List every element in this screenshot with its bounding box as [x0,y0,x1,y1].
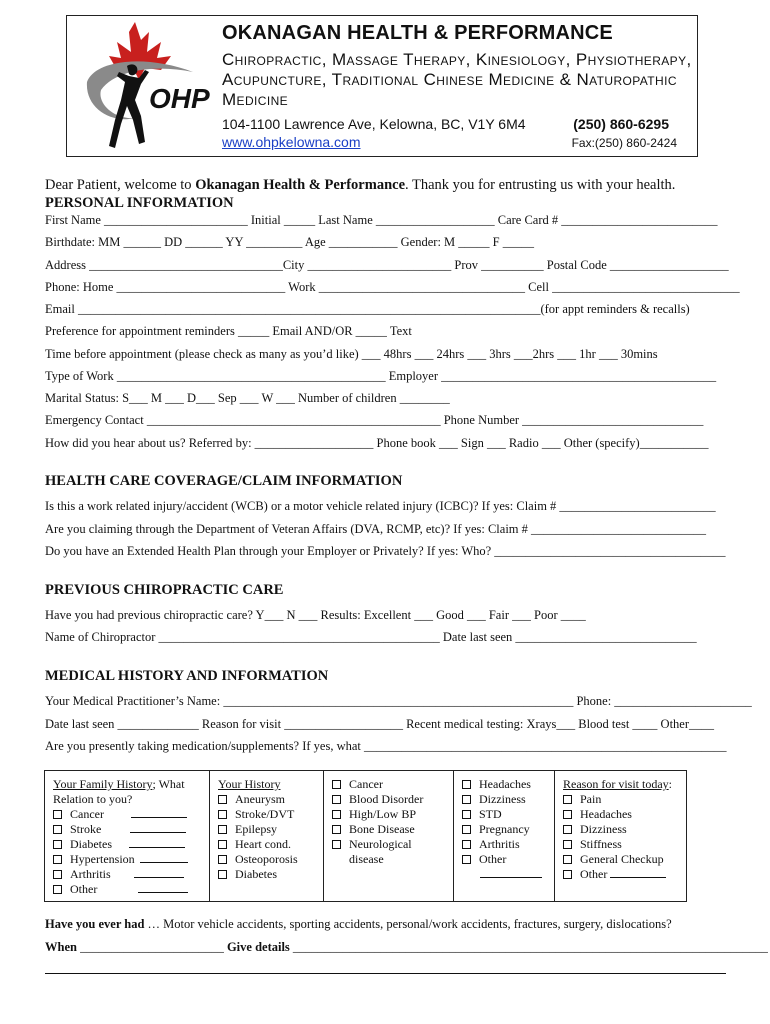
your-history-heading: Your History [218,777,281,791]
checkbox-icon[interactable] [218,825,227,834]
checkbox-icon[interactable] [462,855,471,864]
family-item-arthritis[interactable]: Arthritis [53,867,209,882]
field-chiropractor-line[interactable]: Name of Chiropractor _____________________________________________ Date last seen _____________________________ [45,630,697,644]
reason-item-general-checkup[interactable]: General Checkup [563,852,686,867]
checkbox-icon[interactable] [332,795,341,804]
checkbox-icon[interactable] [53,825,62,834]
history-item-epilepsy[interactable]: Epilepsy [218,822,323,837]
checkbox-icon[interactable] [332,810,341,819]
section-medical-history: MEDICAL HISTORY AND INFORMATION [45,668,329,684]
clinic-phone: (250) 860-6295 [573,116,669,132]
section-coverage: HEALTH CARE COVERAGE/CLAIM INFORMATION [45,473,403,489]
field-phone-line[interactable]: Phone: Home ___________________________ Work _________________________________ Cell ______________________________ [45,280,740,294]
field-previous-care-line[interactable]: Have you had previous chiropractic care? Y___ N ___ Results: Excellent ___ Good ___ Fair ___ Poor ____ [45,608,586,622]
ever-had-question: Have you ever had … Motor vehicle accidents, sporting accidents, personal/work accidents, fractures, surgery, dislocations? [45,917,672,931]
family-item-other[interactable]: Other [53,882,209,897]
condition-item-std[interactable]: STD [462,807,554,822]
conditions-column-a [324,771,454,901]
condition-item-headaches[interactable]: Headaches [462,777,554,792]
checkbox-icon[interactable] [218,795,227,804]
field-address-line[interactable]: Address _______________________________City _______________________ Prov __________ Postal Code ___________________ [45,258,729,272]
checkbox-icon[interactable] [563,810,572,819]
history-item-osteoporosis[interactable]: Osteoporosis [218,852,323,867]
condition-item-dizziness[interactable]: Dizziness [462,792,554,807]
checkbox-icon[interactable] [332,780,341,789]
reason-heading: Reason for visit today: [563,777,672,791]
condition-item-bp[interactable]: High/Low BP [332,807,453,822]
family-item-diabetes[interactable]: Diabetes [53,837,209,852]
history-item-heart[interactable]: Heart cond. [218,837,323,852]
field-birthdate-line[interactable]: Birthdate: MM ______ DD ______ YY _________ Age ___________ Gender: M _____ F _____ [45,235,534,249]
field-marital-line[interactable]: Marital Status: S___ M ___ D___ Sep ___ W ___ Number of children ________ [45,391,450,405]
condition-item-blood-disorder[interactable]: Blood Disorder [332,792,453,807]
section-previous-chiro: PREVIOUS CHIROPRACTIC CARE [45,582,284,598]
field-practitioner-line[interactable]: Your Medical Practitioner’s Name: ________________________________________________________ Phone: ______________________ [45,694,752,708]
checkbox-icon[interactable] [462,840,471,849]
condition-item-neurological[interactable]: Neurological [332,837,453,852]
field-work-line[interactable]: Type of Work ___________________________________________ Employer ____________________________________________ [45,369,717,383]
services-list: Chiropractic, Massage Therapy, Kinesiology, Physiotherapy, Acupuncture, Traditional Chinese Medicine & Naturopathic Medicine [222,50,692,109]
checkbox-icon[interactable] [218,870,227,879]
checkbox-icon[interactable] [332,825,341,834]
family-item-hypertension[interactable]: Hypertension [53,852,209,867]
clinic-header [66,15,698,157]
clinic-name: OKANAGAN HEALTH & PERFORMANCE [222,22,613,44]
checkbox-icon[interactable] [462,780,471,789]
details-continuation-line[interactable] [45,973,726,974]
checkbox-icon[interactable] [462,810,471,819]
family-item-stroke[interactable]: Stroke [53,822,209,837]
field-time-before-line[interactable]: Time before appointment (please check as many as you’d like) ___ 48hrs ___ 24hrs ___ 3hrs ___2hrs ___ 1hr ___ 30mins [45,347,658,361]
checkbox-icon[interactable] [53,885,62,894]
reason-item-dizziness[interactable]: Dizziness [563,822,686,837]
field-first-name-line[interactable]: First Name _______________________ Initial _____ Last Name ___________________ Care Card # _________________________ [45,213,718,227]
checkbox-icon[interactable] [563,870,572,879]
condition-item-neurological-cont: disease [349,852,384,866]
family-item-cancer[interactable]: Cancer [53,807,209,822]
field-last-seen-line[interactable]: Date last seen _____________ Reason for visit ___________________ Recent medical testing: Xrays___ Blood test ____ Other____ [45,717,715,731]
field-medication-line[interactable]: Are you presently taking medication/supplements? If yes, what __________________________________________________________ [45,739,727,753]
ohp-logo [75,20,217,154]
checkbox-icon[interactable] [53,870,62,879]
field-emergency-contact-line[interactable]: Emergency Contact _______________________________________________ Phone Number _____________________________ [45,413,704,427]
section-personal-information: PERSONAL INFORMATION [45,195,234,211]
family-history-heading: Your Family History; What Relation to you? [53,777,185,806]
history-checkbox-table [44,770,687,902]
checkbox-icon[interactable] [563,795,572,804]
condition-item-bone-disease[interactable]: Bone Disease [332,822,453,837]
checkbox-icon[interactable] [218,855,227,864]
reason-item-other[interactable]: Other [563,867,686,882]
checkbox-icon[interactable] [53,840,62,849]
checkbox-icon[interactable] [563,825,572,834]
field-when-details-line[interactable]: When _______________________ Give details ____________________________________________________________________________ [45,940,768,954]
field-reminder-preference-line[interactable]: Preference for appointment reminders _____ Email AND/OR _____ Text [45,324,412,338]
checkbox-icon[interactable] [53,810,62,819]
field-extended-health-line[interactable]: Do you have an Extended Health Plan through your Employer or Privately? If yes: Who? _____________________________________ [45,544,726,558]
checkbox-icon[interactable] [563,840,572,849]
condition-item-cancer[interactable]: Cancer [332,777,453,792]
clinic-fax: Fax:(250) 860-2424 [571,136,677,150]
checkbox-icon[interactable] [218,810,227,819]
welcome-message: Dear Patient, welcome to Okanagan Health & Performance. Thank you for entrusting us with your health. [45,177,676,193]
your-history-column [210,771,324,901]
condition-other-blank[interactable] [462,867,554,882]
checkbox-icon[interactable] [53,855,62,864]
logo-text: OHP [149,83,210,114]
condition-item-arthritis[interactable]: Arthritis [462,837,554,852]
reason-item-pain[interactable]: Pain [563,792,686,807]
checkbox-icon[interactable] [563,855,572,864]
field-wcb-icbc-line[interactable]: Is this a work related injury/accident (WCB) or a motor vehicle related injury (ICBC)? If yes: Claim # _________________________ [45,499,716,513]
history-item-aneurysm[interactable]: Aneurysm [218,792,323,807]
family-history-column [45,771,210,901]
field-referral-line[interactable]: How did you hear about us? Referred by: ___________________ Phone book ___ Sign ___ Radio ___ Other (specify)___________ [45,436,709,450]
clinic-address: 104-1100 Lawrence Ave, Kelowna, BC, V1Y 6M4 [222,116,526,132]
field-email-line[interactable]: Email __________________________________________________________________________(for appt reminders & recalls) [45,302,690,316]
condition-item-other[interactable]: Other [462,852,554,867]
conditions-column-b [454,771,555,901]
checkbox-icon[interactable] [462,795,471,804]
checkbox-icon[interactable] [332,840,341,849]
history-item-diabetes[interactable]: Diabetes [218,867,323,882]
checkbox-icon[interactable] [218,840,227,849]
reason-for-visit-column [555,771,686,901]
reason-item-stiffness[interactable]: Stiffness [563,837,686,852]
reason-item-headaches[interactable]: Headaches [563,807,686,822]
field-dva-line[interactable]: Are you claiming through the Department of Veteran Affairs (DVA, RCMP, etc)? If yes: Claim # ____________________________ [45,522,707,536]
condition-item-pregnancy[interactable]: Pregnancy [462,822,554,837]
checkbox-icon[interactable] [462,825,471,834]
history-item-stroke-dvt[interactable]: Stroke/DVT [218,807,323,822]
clinic-website-link[interactable]: www.ohpkelowna.com [222,134,361,150]
